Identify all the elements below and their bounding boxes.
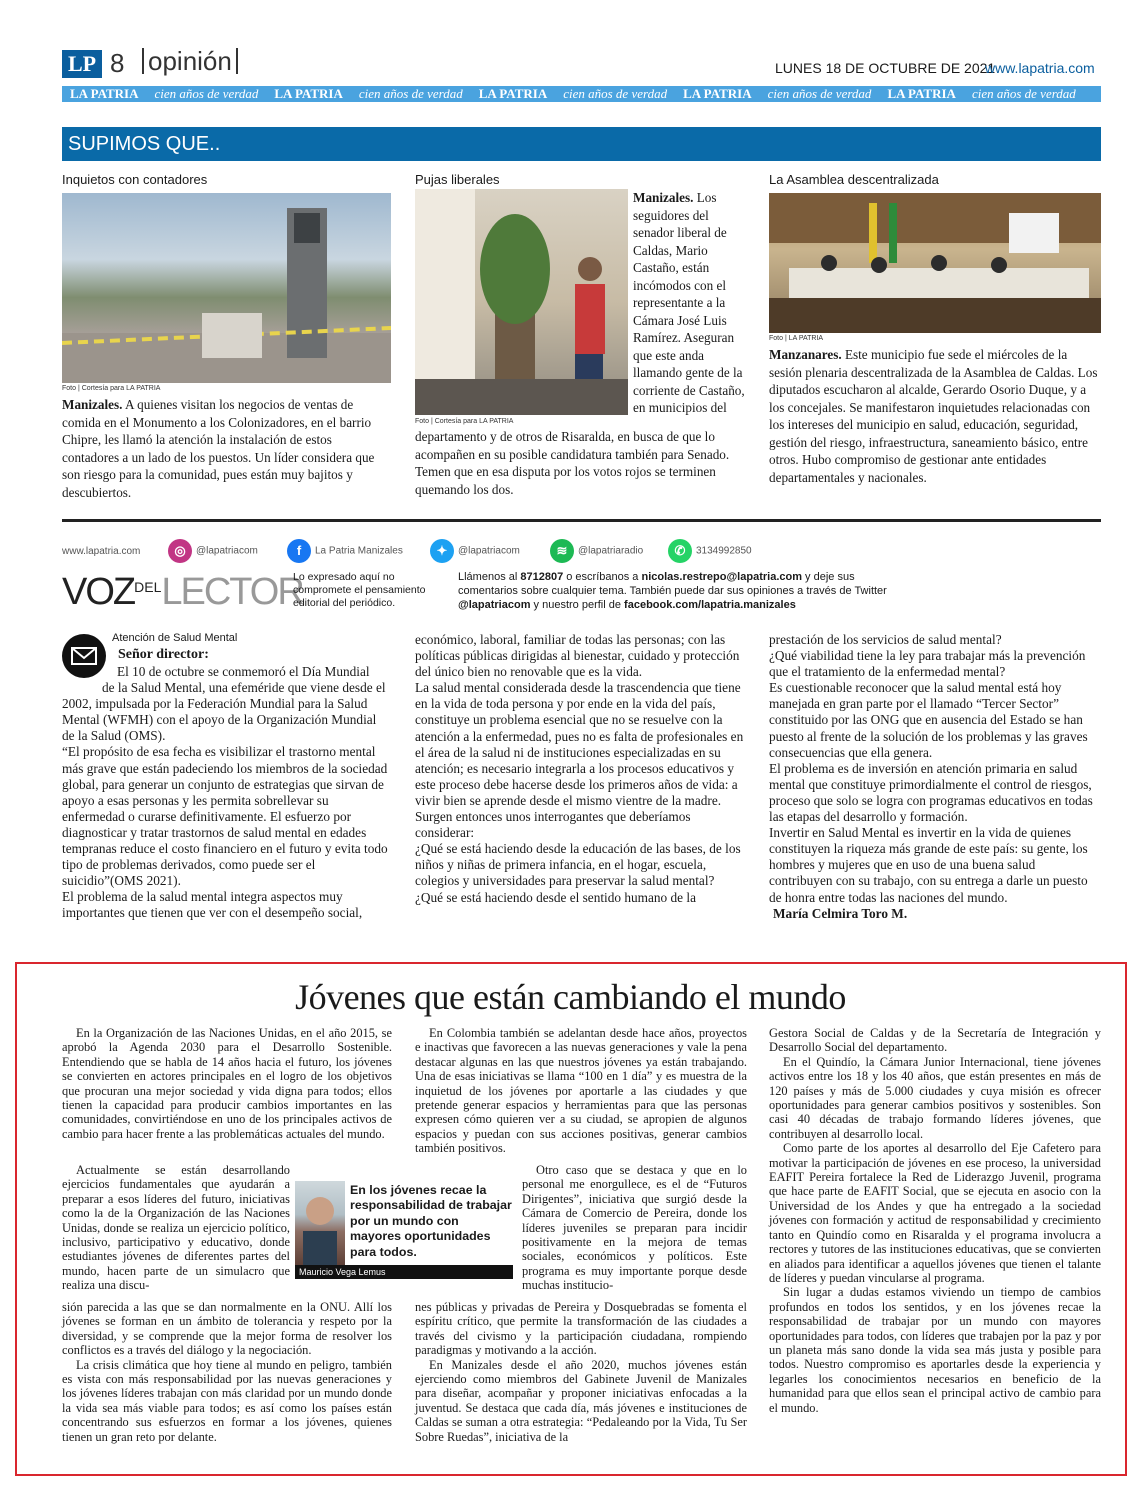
whatsapp-icon: ✆ [668, 539, 692, 563]
article-paragraph: Sin lugar a dudas estamos viviendo un tiempo de cambios profundos en todos los sentidos, y en los jóvenes recae la responsabilidad de trabajar por un mundo con mayores oportunidades para todos, con líderes que trabajen por la paz y por un planeta más sano donde la vida sea más justa y posible para todos. Nuestro compromiso es aportarles desde la experiencia y legarles los conocimientos necesarios en beneficio de la humanidad para que ellos sean el principal activo de cambio para el mundo. [769, 1285, 1101, 1415]
voz-contact-text: o escríbanos a [563, 571, 642, 583]
strip-slogan: cien años de verdad [154, 86, 259, 101]
photo-credit: Foto | Cortesía para LA PATRIA [62, 385, 161, 392]
letter-paragraph: ¿Qué se está haciendo desde la educación de las bases, de los niños y niñas de primera infancia, en el hogar, escuela, colegios y universidades para preservar la salud mental? [415, 841, 741, 889]
issue-date: LUNES 18 DE OCTUBRE DE 2021 [775, 60, 996, 76]
letter-paragraph: ¿Qué se está haciendo desde el sentido humano de la [415, 889, 696, 905]
brief-lead: Manizales. [62, 397, 123, 412]
letter-paragraph: ¿Qué viabilidad tiene la ley para trabajar más la prevención que el tratamiento de la enfermedad mental? [769, 648, 1086, 680]
article-paragraph: En la Organización de las Naciones Unidas, en el año 2015, se aprobó la Agenda 2030 para el Desarrollo Sostenible. Entendiendo que se habla de 14 años hacia el futuro, los jóvenes se convierten en actores principales en el logro de los objetivos que procuran una mejor sociedad y vida digna para todos; ellos tienen la capacidad para producir cambios importantes en las comunidades, convirtiéndose en uno de los principales activos de cambio para hacer frente a las problemáticas actuales del mundo. [62, 1026, 392, 1141]
letter-column-2 [415, 632, 745, 906]
voz-del-lector-title [62, 572, 303, 612]
voz-phone: 8712807 [520, 571, 564, 583]
voz-title-1: VOZ [62, 571, 135, 613]
letter-paragraph: Invertir en Salud Mental es invertir en la vida de quienes constituyen la riqueza más grande de este país: su gente, los hombres y mujeres que en uso de una buena salud contribuyen con su trabajo, con su entrega a darle un puesto de honra entre todas las naciones del mundo. [769, 825, 1088, 905]
letter-column-1 [62, 664, 392, 922]
brief-lead: Manizales. [633, 190, 694, 205]
article-column-1-wrap [62, 1163, 290, 1293]
social-whatsapp-label: 3134992850 [696, 545, 752, 557]
voz-contact-text: y deje sus comentarios sobre cualquier tema. También puede dar sus opiniones a través de Twitter [458, 571, 887, 597]
letter-signature: María Celmira Toro M. [773, 905, 908, 921]
strip-brand: LA PATRIA [274, 86, 343, 101]
letter-paragraph: de la Salud Mental, una efeméride que viene desde el 2002, impulsada por la Federación Mundial para la Salud Mental (WFMH) con el apoyo de la Organización Mundial de la Salud (OMS). [62, 680, 386, 744]
social-twitter-label: @lapatriacom [458, 545, 520, 557]
voz-email[interactable]: nicolas.restrepo@lapatria.com [641, 571, 802, 583]
article-paragraph: En Colombia también se adelantan desde hace años, proyectos e inactivas que favorecen a las nuevas generaciones y vale la pena destacar algunas en las que nuestros jóvenes ya están trabajando. Una de esas iniciativas se llama “100 en 1 día” y es muestra de la inquietud de los jóvenes por aportarle a las ciudades y que pretende generar espacios y herramientas para que las personas expresen cómo quieren ver a su ciudad, se apropien de algunos espacios y puedan con sus acciones positivas, generar cambios también positivos. [415, 1026, 747, 1156]
article-paragraph: Otro caso que se destaca y que en lo personal me enorgullece, es el de “Futuros Dirigentes”, iniciativa que surgió desde la Cámara de Comercio de Pereira, donde los líderes juveniles se preparan para incidir positivamente en la mejora de temas sociales, económicos y políticos. Este programa es muy importante porque desde muchas institucio- [522, 1163, 747, 1293]
article-paragraph: En el Quindío, la Cámara Junior Internacional, tiene jóvenes activos entre los 18 y los 40 años, que están presentes en más de 120 países y más de 5.000 ciudades y cuya misión es ofrecer oportunidades para generar cambios positivos y sostenibles. Son casi 40 décadas de trabajo formando líderes jóvenes, que contribuyen al desarrollo local. [769, 1054, 1101, 1141]
letter-paragraph: “El propósito de esa fecha es visibilizar el trastorno mental más grave que están padeciendo los miembros de la sociedad global, para generar un conjunto de estrategias que sirvan de apoyo a esas personas y les permita sobrellevar su enfermedad o curarse definitivamente. El esfuerzo por diagnosticar y tratar trastornos de salud mental en edades tempranas reduce el costo financiero en el futuro y evita todo tipo de problemas derivados, como puede ser el suicidio”(OMS 2021). [62, 744, 388, 889]
website-link[interactable]: www.lapatria.com [985, 60, 1095, 76]
brief-heading: La Asamblea descentralizada [769, 172, 939, 187]
instagram-icon: ◎ [168, 539, 192, 563]
article-column-1-top [62, 1026, 392, 1141]
article-paragraph: Actualmente se están desarrollando ejercicios fundamentales que ayudarán a preparar a esos líderes del futuro, iniciativas como la de la Organización de las Naciones Unidas, donde se realiza un ejercicio político, inclusivo, participativo y educativo, donde estudiantes jóvenes de diferentes partes del mundo, hacen parte de un simulacro que realiza una discu- [62, 1163, 290, 1293]
brief-text [769, 346, 1101, 486]
article-title: Jóvenes que están cambiando el mundo [295, 977, 846, 1017]
article-column-2-wrap [522, 1163, 747, 1293]
photo-credit: Foto | Cortesía para LA PATRIA [415, 418, 514, 425]
article-column-1-bottom [62, 1300, 392, 1444]
strip-brand: LA PATRIA [70, 86, 139, 101]
social-spotify[interactable] [550, 539, 643, 563]
letter-topic: Atención de Salud Mental [112, 632, 238, 644]
article-column-2-bottom [415, 1300, 747, 1444]
letter-paragraph: económico, laboral, familiar de todas las personas; con las políticas públicas dirigidas al bienestar, cuidado y protección del único bien no renovable que es la vida. [415, 632, 740, 680]
article-paragraph: En Manizales desde el año 2020, muchos jóvenes están ejerciendo como miembros del Gabinete Juvenil de Manizales para diseñar, acompañar y proponer iniciativas enfocadas a la juventud. Se destaca que cada día, más jóvenes e instituciones de Caldas se suman a otra estrategia: “Pedaleando por la Vida, Tu Ser Sobre Ruedas”, iniciativa de la [415, 1357, 747, 1444]
letter-paragraph: Es cuestionable reconocer que la salud mental está hoy manejada en gran parte por el llamado “Tercer Sector” constituido por las ONG que en ausencia del Estado se han puesto al frente de la solución de los problemas y las graves consecuencias que ella genera. [769, 680, 1088, 760]
section-divider [62, 519, 1101, 522]
supimos-section-title: SUPIMOS QUE.. [62, 127, 1101, 161]
strip-brand: LA PATRIA [887, 86, 956, 101]
social-web[interactable]: www.lapatria.com [62, 546, 141, 557]
letter-paragraph: El problema es de inversión en atención primaria en salud mental que constituye primordialmente el control de riesgos, proceso que solo se logra con programas educativos en todas las etapas del desarrollo y formación. [769, 760, 1093, 825]
letter-salutation: Señor director: [118, 647, 209, 662]
article-paragraph: La crisis climática que hoy tiene al mundo en peligro, también es vista con más responsabilidad por las nuevas generaciones y los jóvenes líderes trabajan con más claridad por un mundo donde la vida sea más viable para todos; es así como los países están concentrando sus esfuerzos en formar a los jóvenes, quienes tienen un gran reto por delante. [62, 1357, 392, 1444]
article-paragraph: Como parte de los aportes al desarrollo del Eje Cafetero para motivar la participación de jóvenes en ese proceso, la universidad EAFIT Pereira fortalece la Red de Liderazgo Juvenil, programa que hace parte de EAFIT Social, que se ejecuta en asocio con la Universidad de los Andes y que ha entregado a la sociedad jóvenes con formación y actitud de responsabilidad y crecimiento tanto en Quindío como en Risaralda y el programa involucra a rectores y tutores de las instituciones educativas, que se convierten en aliados para identificar a aquellos jóvenes que tienen el talante de líderes y puedan vincularse al programa. [769, 1141, 1101, 1285]
social-facebook-label: La Patria Manizales [315, 545, 403, 557]
letter-paragraph: El problema de la salud mental integra aspectos muy importantes que tienen que ver con el desempeño social, [62, 889, 363, 921]
strip-slogan: cien años de verdad [767, 86, 872, 101]
voz-contact-text: y nuestro perfil de [530, 599, 625, 611]
strip-slogan: cien años de verdad [358, 86, 463, 101]
social-instagram[interactable] [168, 539, 258, 563]
social-spotify-label: @lapatriaradio [578, 545, 644, 557]
brief-body: A quienes visitan los negocios de ventas de comida en el Monumento a los Colonizadores, en el barrio Chipre, les llamó la atención la instalación de estos contadores a un lado de los puestos. Un líder considera que son riesgo para la comunidad, pues están muy bajitos y descubiertos. [62, 397, 375, 500]
strip-slogan: cien años de verdad [971, 86, 1076, 101]
strip-brand: LA PATRIA [478, 86, 548, 101]
letter-paragraph: El 10 de octubre se conmemoró el Día Mundial [117, 664, 370, 679]
spotify-icon: ≋ [550, 539, 574, 563]
strip-slogan: cien años de verdad [563, 86, 668, 101]
social-twitter[interactable] [430, 539, 520, 563]
voz-twitter[interactable]: @lapatriacom [458, 599, 531, 611]
pull-quote: En los jóvenes recae la responsabilidad de trabajar por un mundo con mayores oportunidades para todos. [350, 1183, 512, 1259]
author-name: Mauricio Vega Lemus [295, 1265, 513, 1279]
letter-paragraph: Surgen entonces unos interrogantes que deberíamos considerar: [415, 809, 691, 841]
photo-assembly [769, 193, 1101, 333]
brand-strip [62, 86, 1101, 102]
strip-brand: LA PATRIA [683, 86, 752, 101]
photo-assembly-illustration [769, 193, 1101, 333]
article-paragraph: Gestora Social de Caldas y de la Secretaría de Integración y Desarrollo Social del departamento. [769, 1026, 1101, 1055]
brief-body: Los seguidores del senador liberal de Caldas, Mario Castaño, están incómodos con el representante a la Cámara José Luis Ramírez. Aseguran que este anda llamando gente de la corriente de Castaño, en municipios del [633, 190, 745, 415]
voz-title-3: LECTOR [161, 571, 303, 613]
article-column-2-top [415, 1026, 747, 1156]
voz-facebook[interactable]: facebook.com/lapatria.manizales [624, 599, 796, 611]
brief-text [62, 396, 392, 501]
author-photo-illustration [295, 1181, 345, 1265]
photo-politician [415, 189, 628, 415]
photo-utility-meters [62, 193, 391, 383]
brief-text-side [633, 189, 748, 417]
voz-disclaimer: Lo expresado aquí no compromete el pensamiento editorial del periódico. [293, 571, 426, 609]
author-photo [295, 1181, 345, 1265]
brief-lead: Manzanares. [769, 347, 842, 362]
section-name: opinión [142, 48, 238, 74]
brief-text-bottom: departamento y de otros de Risaralda, en busca de que lo acompañen en su posible candidatura también para Senado. Temen que en esa disputa por los votos rojos se terminen quemando los dos. [415, 429, 730, 497]
social-facebook[interactable] [287, 539, 403, 563]
photo-utility-meters-illustration [62, 193, 391, 383]
page-number: 8 [110, 48, 125, 78]
voz-contact-text: Llámenos al [458, 571, 521, 583]
voz-title-2: DEL [134, 579, 162, 595]
social-instagram-label: @lapatriacom [196, 545, 258, 557]
photo-credit: Foto | LA PATRIA [769, 335, 824, 342]
letter-paragraph: prestación de los servicios de salud mental? [769, 632, 1002, 647]
article-paragraph: nes públicas y privadas de Pereira y Dosquebradas se fomenta el espíritu crítico, que permite la transformación de las ciudades a través del civismo y la participación ciudadana, rompiendo paradigmas y motivando a la acción. [415, 1300, 747, 1358]
brief-body: Este municipio fue sede el miércoles de la sesión plenaria descentralizada de la Asamblea de Caldas. Los diputados escucharon al alcalde, Gerardo Osorio Duque, y a los concejales. Se manifestaron inquietudes relacionadas con los intereses del municipio en salud, educación, seguridad, gestión del riesgo, infraestructura, saneamiento básico, entre otros. Hubo compromiso de gestionar ante entidades departamentales y nacionales. [769, 347, 1098, 485]
brief-heading: Inquietos con contadores [62, 172, 208, 187]
facebook-icon: f [287, 539, 311, 563]
letter-paragraph: La salud mental considerada desde la trascendencia que tiene en la vida de toda persona y por ende en la vida del país, constituye un problema esencial que no se resuelve con la atención a la enfermedad, pues no es falta de profesionales en el área de la salud ni de instituciones especializadas en su atención; es necesario integrarla a los procesos educativos y este proceso debe hacerse desde los primeros años de vida: a vivir bien se aprende desde el mismo vientre de la madre. [415, 680, 744, 808]
photo-politician-illustration [415, 189, 628, 415]
article-column-3 [769, 1026, 1101, 1415]
twitter-icon: ✦ [430, 539, 454, 563]
article-paragraph: sión parecida a las que se dan normalmente en la ONU. Allí los jóvenes se forman en un ámbito de tolerancia y respeto por la diversidad, y se comprende que la mejor forma de resolver los conflictos es a través del diálogo y la negociación. [62, 1300, 392, 1358]
letter-column-3 [769, 632, 1101, 922]
brief-heading: Pujas liberales [415, 172, 500, 187]
voz-contact [458, 570, 898, 612]
newspaper-logo: LP [62, 50, 102, 78]
social-whatsapp[interactable] [668, 539, 752, 563]
